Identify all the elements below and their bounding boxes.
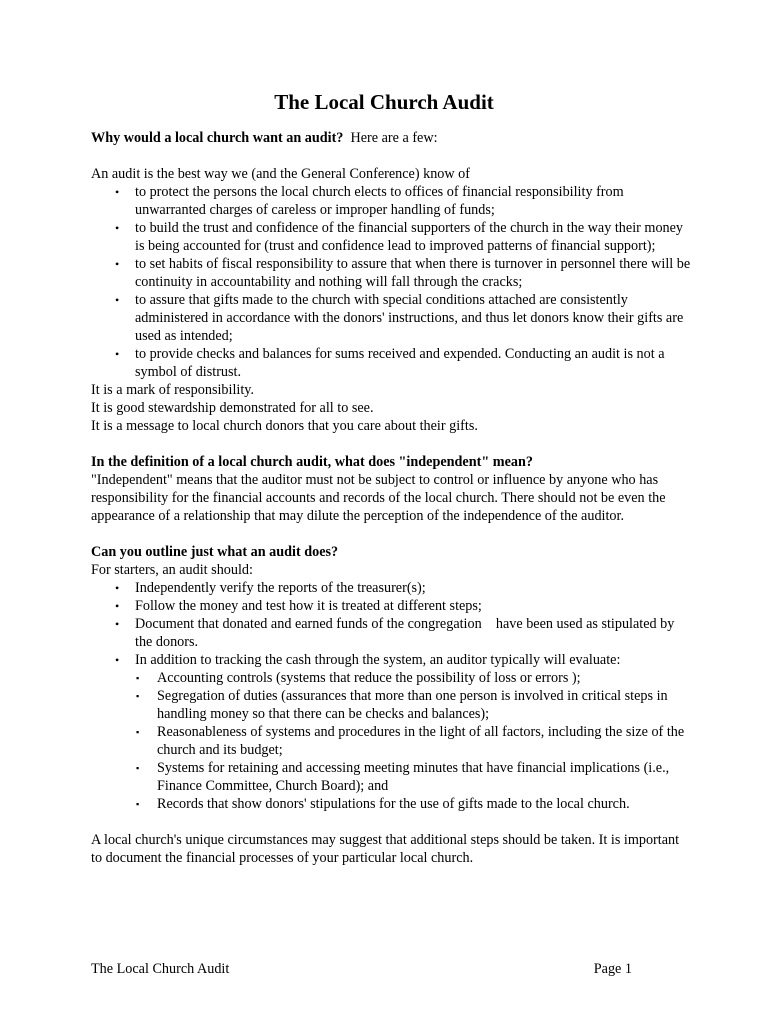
section3-intro: For starters, an audit should: <box>91 562 253 578</box>
section1-bullet-list <box>91 183 691 381</box>
square-bullet-icon: ▪ <box>136 763 140 773</box>
bullet-icon: • <box>115 185 120 199</box>
section3-bullet-list <box>91 579 691 813</box>
square-bullet-icon: ▪ <box>136 673 140 683</box>
square-bullet-icon: ▪ <box>136 727 140 737</box>
list-item: ▪ Accounting controls (systems that reduce the possibility of loss or errors ); <box>136 670 581 686</box>
section3-subbullet-list <box>91 669 691 813</box>
bullet-icon: • <box>115 347 120 361</box>
list-item: ▪ Records that show donors' stipulations for the use of gifts made to the local church. <box>136 796 630 812</box>
bullet-icon: • <box>115 599 120 613</box>
footer-title: The Local Church Audit <box>91 961 230 977</box>
bullet-icon: • <box>115 293 120 307</box>
list-item: • to build the trust and confidence of the financial supporters of the church in the way their money is being accounted for (trust and confidence lead to improved patterns of financial support); <box>115 220 684 254</box>
page-title: The Local Church Audit <box>274 90 494 114</box>
bullet-icon: • <box>115 617 120 631</box>
section1-answer-lead: Here are a few: <box>343 130 438 146</box>
square-bullet-icon: ▪ <box>136 799 140 809</box>
section1-closing-line: It is good stewardship demonstrated for all to see. <box>91 400 374 416</box>
section2-answer: "Independent" means that the auditor must not be subject to control or influence by anyone who has responsibility for the financial accounts and records of the local church. There should not be even the appearance of a relationship that may dilute the perception of the independence of the auditor. <box>91 472 666 524</box>
document-body <box>91 129 691 867</box>
list-item: ▪ Segregation of duties (assurances that more than one person is involved in critical steps in handling money so that there can be checks and balances); <box>136 688 668 722</box>
section1-heading <box>91 129 691 147</box>
list-item: • In addition to tracking the cash through the system, an auditor typically will evaluate: ▪ Accounting controls (systems that reduce the possibility of loss or errors ); ▪ Segregation of duties (assurances that more than one person is involved in critical steps in handling money so that there can be checks and balances); ▪ Reasonableness of systems and procedures in the light of all factors, including the size of the church and its budget; ▪ Systems for retaining and accessing meeting minutes that have financial implications (i.e., Finance Committee, Church Board); and ▪ Records that show donors' stipulations for the use of gifts made to the local church. <box>91 651 691 813</box>
list-item: • to set habits of fiscal responsibility to assure that when there is turnover in personnel there will be continuity in accountability and nothing will fall through the cracks; <box>115 256 691 290</box>
page-number: Page 1 <box>593 961 632 977</box>
square-bullet-icon: ▪ <box>136 691 140 701</box>
bullet-icon: • <box>115 221 120 235</box>
section1-closing-line: It is a mark of responsibility. <box>91 382 254 398</box>
section1-question: Why would a local church want an audit? <box>91 130 344 146</box>
bullet-icon: • <box>115 653 120 667</box>
section2-heading: In the definition of a local church audit, what does "independent" mean? <box>91 454 533 470</box>
list-item: • to provide checks and balances for sums received and expended. Conducting an audit is not a symbol of distrust. <box>115 346 665 380</box>
bullet-icon: • <box>115 257 120 271</box>
list-item: • Independently verify the reports of the treasurer(s); <box>115 580 426 596</box>
list-item: • to protect the persons the local church elects to offices of financial responsibility from unwarranted charges of careless or improper handling of funds; <box>115 184 624 218</box>
list-item: • Document that donated and earned funds of the congregation have been used as stipulated by the donors. <box>115 616 678 650</box>
list-item: ▪ Reasonableness of systems and procedures in the light of all factors, including the size of the church and its budget; <box>136 724 685 758</box>
list-item: • Follow the money and test how it is treated at different steps; <box>115 598 482 614</box>
list-item: • to assure that gifts made to the church with special conditions attached are consistently administered in accordance with the donors' instructions, and thus let donors know their gifts are used as intended; <box>115 292 684 344</box>
section3-heading: Can you outline just what an audit does? <box>91 544 339 560</box>
section1-closing-line: It is a message to local church donors that you care about their gifts. <box>91 418 478 434</box>
closing-paragraph: A local church's unique circumstances may suggest that additional steps should be taken. It is important to document the financial processes of your particular local church. <box>91 832 680 866</box>
bullet-icon: • <box>115 581 120 595</box>
list-item: ▪ Systems for retaining and accessing meeting minutes that have financial implications (i.e., Finance Committee, Church Board); and <box>136 760 670 794</box>
section1-intro: An audit is the best way we (and the General Conference) know of <box>91 166 470 182</box>
